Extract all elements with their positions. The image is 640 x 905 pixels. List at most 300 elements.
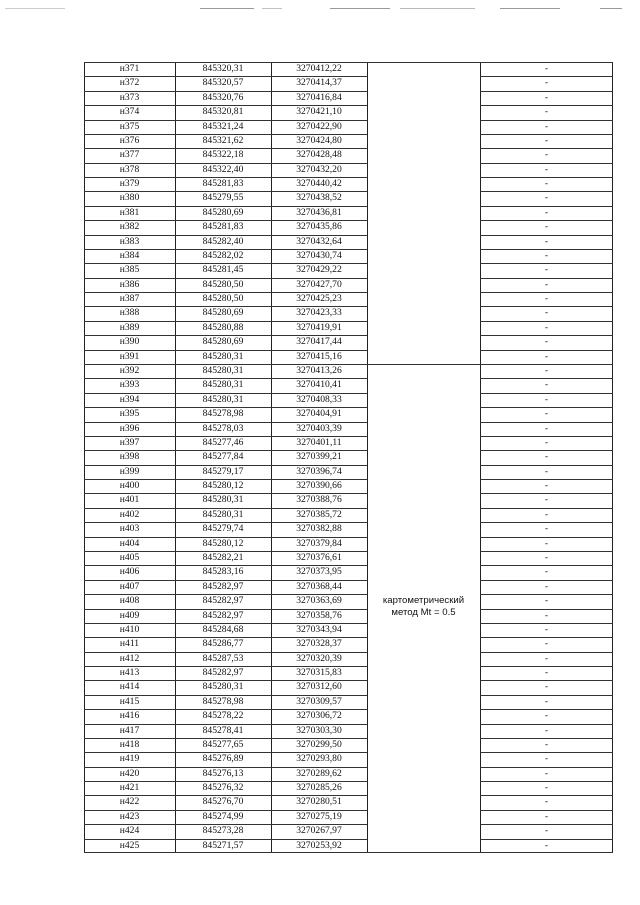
row-line [480, 292, 613, 293]
x-coordinate-cell: 845280,31 [202, 379, 244, 391]
row-line [84, 810, 367, 811]
y-coordinate-cell: 3270428,48 [296, 149, 342, 161]
table-row [84, 235, 613, 249]
point-id-cell: н420 [119, 767, 140, 779]
point-id-cell: н393 [119, 379, 140, 391]
row-line [480, 91, 613, 92]
note-cell: - [544, 77, 549, 89]
note-cell: - [544, 422, 549, 434]
y-coordinate-cell: 3270275,19 [296, 810, 342, 822]
table-row [84, 709, 613, 723]
point-id-cell: н399 [119, 465, 140, 477]
x-coordinate-cell: 845280,31 [202, 508, 244, 520]
x-coordinate-cell: 845280,31 [202, 393, 244, 405]
y-coordinate-cell: 3270412,22 [296, 63, 342, 74]
table-row [84, 62, 613, 76]
point-id-cell: н379 [119, 178, 140, 190]
x-coordinate-cell: 845277,65 [202, 738, 244, 750]
x-coordinate-cell: 845280,50 [202, 293, 244, 305]
x-coordinate-cell: 845282,97 [202, 667, 244, 679]
y-coordinate-cell: 3270438,52 [296, 192, 342, 204]
row-line [84, 508, 367, 509]
point-id-cell: н378 [119, 163, 140, 175]
y-coordinate-cell: 3270379,84 [296, 537, 342, 549]
note-cell: - [544, 638, 549, 650]
point-id-cell: н416 [119, 710, 140, 722]
point-id-cell: н373 [119, 91, 140, 103]
note-cell: - [544, 609, 549, 621]
row-line [480, 709, 613, 710]
table-row [84, 724, 613, 738]
x-coordinate-cell: 845320,76 [202, 91, 244, 103]
method-line-1: картометрический [382, 595, 465, 606]
row-line [480, 407, 613, 408]
note-cell: - [544, 523, 549, 535]
row-line [84, 537, 367, 538]
note-cell: - [544, 537, 549, 549]
note-cell: - [544, 738, 549, 750]
row-line [84, 407, 367, 408]
x-coordinate-cell: 845282,97 [202, 609, 244, 621]
row-line [84, 680, 367, 681]
y-coordinate-cell: 3270421,10 [296, 106, 342, 118]
table-row [84, 263, 613, 277]
row-line [84, 148, 367, 149]
row-line [480, 148, 613, 149]
note-cell: - [544, 63, 549, 74]
table-row [84, 220, 613, 234]
note-cell: - [544, 264, 549, 276]
point-id-cell: н374 [119, 106, 140, 118]
row-line [84, 436, 367, 437]
row-line [84, 321, 367, 322]
x-coordinate-cell: 845279,17 [202, 465, 244, 477]
point-id-cell: н409 [119, 609, 140, 621]
table-row [84, 666, 613, 680]
point-id-cell: н380 [119, 192, 140, 204]
y-coordinate-cell: 3270416,84 [296, 91, 342, 103]
x-coordinate-cell: 845277,46 [202, 436, 244, 448]
row-line [84, 206, 367, 207]
point-id-cell: н398 [119, 451, 140, 463]
x-coordinate-cell: 845280,50 [202, 278, 244, 290]
row-line [480, 465, 613, 466]
row-line [480, 378, 613, 379]
point-id-cell: н415 [119, 695, 140, 707]
table-row [84, 508, 613, 522]
row-line [84, 795, 367, 796]
x-coordinate-cell: 845321,24 [202, 120, 244, 132]
row-line [84, 594, 367, 595]
row-line [480, 522, 613, 523]
x-coordinate-cell: 845282,40 [202, 235, 244, 247]
table-row [84, 795, 613, 809]
note-cell: - [544, 551, 549, 563]
table-row [84, 695, 613, 709]
x-coordinate-cell: 845280,31 [202, 365, 244, 377]
x-coordinate-cell: 845286,77 [202, 638, 244, 650]
y-coordinate-cell: 3270408,33 [296, 393, 342, 405]
point-id-cell: н418 [119, 738, 140, 750]
y-coordinate-cell: 3270419,91 [296, 321, 342, 333]
row-line [480, 321, 613, 322]
note-cell: - [544, 408, 549, 420]
row-line [480, 810, 613, 811]
point-id-cell: н407 [119, 580, 140, 592]
point-id-cell: н382 [119, 221, 140, 233]
point-id-cell: н372 [119, 77, 140, 89]
point-id-cell: н401 [119, 494, 140, 506]
point-id-cell: н424 [119, 825, 140, 837]
note-cell: - [544, 91, 549, 103]
point-id-cell: н375 [119, 120, 140, 132]
x-coordinate-cell: 845320,31 [202, 63, 244, 74]
point-id-cell: н402 [119, 508, 140, 520]
row-line [84, 292, 367, 293]
note-cell: - [544, 221, 549, 233]
point-id-cell: н386 [119, 278, 140, 290]
row-line [480, 450, 613, 451]
table-row [84, 76, 613, 90]
point-id-cell: н405 [119, 551, 140, 563]
table-row [84, 407, 613, 421]
table-row [84, 393, 613, 407]
row-line [480, 738, 613, 739]
point-id-cell: н376 [119, 134, 140, 146]
table-row [84, 378, 613, 392]
table-row [84, 551, 613, 565]
x-coordinate-cell: 845283,16 [202, 566, 244, 578]
row-line [84, 364, 613, 365]
row-line [84, 623, 367, 624]
row-line [84, 824, 367, 825]
y-coordinate-cell: 3270309,57 [296, 695, 342, 707]
table-row [84, 105, 613, 119]
point-id-cell: н412 [119, 652, 140, 664]
y-coordinate-cell: 3270358,76 [296, 609, 342, 621]
row-line [84, 62, 613, 63]
row-line [480, 105, 613, 106]
y-coordinate-cell: 3270373,95 [296, 566, 342, 578]
point-id-cell: н395 [119, 408, 140, 420]
row-line [480, 724, 613, 725]
note-cell: - [544, 206, 549, 218]
x-coordinate-cell: 845277,84 [202, 451, 244, 463]
point-id-cell: н404 [119, 537, 140, 549]
x-coordinate-cell: 845278,98 [202, 695, 244, 707]
row-line [480, 537, 613, 538]
point-id-cell: н384 [119, 249, 140, 261]
note-cell: - [544, 695, 549, 707]
note-cell: - [544, 681, 549, 693]
note-cell: - [544, 393, 549, 405]
x-coordinate-cell: 845284,68 [202, 623, 244, 635]
x-coordinate-cell: 845280,88 [202, 321, 244, 333]
table-row [84, 206, 613, 220]
row-line [480, 839, 613, 840]
table-row [84, 623, 613, 637]
row-line [84, 465, 367, 466]
table-row [84, 738, 613, 752]
row-line [480, 767, 613, 768]
note-cell: - [544, 235, 549, 247]
note-cell: - [544, 652, 549, 664]
table-row [84, 609, 613, 623]
point-id-cell: н394 [119, 393, 140, 405]
point-id-cell: н406 [119, 566, 140, 578]
point-id-cell: н421 [119, 782, 140, 794]
note-cell: - [544, 192, 549, 204]
row-line [480, 120, 613, 121]
table-row [84, 580, 613, 594]
note-cell: - [544, 307, 549, 319]
row-line [480, 436, 613, 437]
x-coordinate-cell: 845321,62 [202, 134, 244, 146]
point-id-cell: н400 [119, 480, 140, 492]
table-row [84, 364, 613, 378]
point-id-cell: н410 [119, 623, 140, 635]
row-line [84, 335, 367, 336]
row-line [84, 378, 367, 379]
row-line [480, 220, 613, 221]
y-coordinate-cell: 3270429,22 [296, 264, 342, 276]
table-row [84, 91, 613, 105]
table-row [84, 594, 613, 608]
x-coordinate-cell: 845280,31 [202, 494, 244, 506]
row-line [84, 781, 367, 782]
row-line [84, 306, 367, 307]
y-coordinate-cell: 3270285,26 [296, 782, 342, 794]
y-coordinate-cell: 3270403,39 [296, 422, 342, 434]
note-cell: - [544, 336, 549, 348]
y-coordinate-cell: 3270293,80 [296, 753, 342, 765]
note-cell: - [544, 249, 549, 261]
row-line [480, 695, 613, 696]
y-coordinate-cell: 3270253,92 [296, 839, 342, 851]
row-line [84, 450, 367, 451]
header-line [0, 8, 640, 12]
point-id-cell: н385 [119, 264, 140, 276]
note-cell: - [544, 465, 549, 477]
table-row [84, 465, 613, 479]
y-coordinate-cell: 3270440,42 [296, 178, 342, 190]
table-row [84, 163, 613, 177]
y-coordinate-cell: 3270435,86 [296, 221, 342, 233]
note-cell: - [544, 566, 549, 578]
row-line [480, 565, 613, 566]
table-row [84, 522, 613, 536]
row-line [84, 565, 367, 566]
y-coordinate-cell: 3270401,11 [296, 436, 342, 448]
row-line [480, 422, 613, 423]
note-cell: - [544, 321, 549, 333]
y-coordinate-cell: 3270299,50 [296, 738, 342, 750]
note-cell: - [544, 825, 549, 837]
x-coordinate-cell: 845278,98 [202, 408, 244, 420]
row-line [84, 91, 367, 92]
table-row [84, 637, 613, 651]
row-line [84, 263, 367, 264]
table-row [84, 565, 613, 579]
note-cell: - [544, 753, 549, 765]
x-coordinate-cell: 845320,81 [202, 106, 244, 118]
note-cell: - [544, 278, 549, 290]
row-line [480, 551, 613, 552]
row-line [84, 695, 367, 696]
row-line [84, 422, 367, 423]
point-id-cell: н423 [119, 810, 140, 822]
row-line [84, 666, 367, 667]
point-id-cell: н414 [119, 681, 140, 693]
y-coordinate-cell: 3270423,33 [296, 307, 342, 319]
note-cell: - [544, 724, 549, 736]
point-id-cell: н397 [119, 436, 140, 448]
point-id-cell: н422 [119, 796, 140, 808]
y-coordinate-cell: 3270422,90 [296, 120, 342, 132]
row-line [84, 580, 367, 581]
table-row [84, 680, 613, 694]
row-line [480, 580, 613, 581]
row-line [480, 393, 613, 394]
note-cell: - [544, 365, 549, 377]
row-line [84, 191, 367, 192]
x-coordinate-cell: 845282,02 [202, 249, 244, 261]
note-cell: - [544, 379, 549, 391]
row-line [84, 738, 367, 739]
y-coordinate-cell: 3270363,69 [296, 595, 342, 607]
x-coordinate-cell: 845322,18 [202, 149, 244, 161]
y-coordinate-cell: 3270415,16 [296, 350, 342, 362]
point-id-cell: н381 [119, 206, 140, 218]
row-line [84, 493, 367, 494]
row-line [480, 752, 613, 753]
table-row [84, 436, 613, 450]
row-line [480, 278, 613, 279]
note-cell: - [544, 451, 549, 463]
x-coordinate-cell: 845280,31 [202, 681, 244, 693]
table-row [84, 249, 613, 263]
x-coordinate-cell: 845280,69 [202, 336, 244, 348]
row-line [480, 493, 613, 494]
x-coordinate-cell: 845280,12 [202, 480, 244, 492]
point-id-cell: н419 [119, 753, 140, 765]
row-line [480, 594, 613, 595]
row-line [84, 839, 367, 840]
note-cell: - [544, 480, 549, 492]
x-coordinate-cell: 845276,89 [202, 753, 244, 765]
note-cell: - [544, 178, 549, 190]
table-row [84, 781, 613, 795]
point-id-cell: н413 [119, 667, 140, 679]
y-coordinate-cell: 3270328,37 [296, 638, 342, 650]
y-coordinate-cell: 3270289,62 [296, 767, 342, 779]
method-line-2: метод Mt = 0.5 [391, 607, 456, 618]
y-coordinate-cell: 3270390,66 [296, 480, 342, 492]
row-line [84, 522, 367, 523]
table-row [84, 652, 613, 666]
point-id-cell: н371 [119, 63, 140, 74]
point-id-cell: н417 [119, 724, 140, 736]
table-row [84, 177, 613, 191]
row-line [84, 134, 367, 135]
point-id-cell: н425 [119, 839, 140, 851]
table-row [84, 493, 613, 507]
x-coordinate-cell: 845273,28 [202, 825, 244, 837]
note-cell: - [544, 106, 549, 118]
row-line [84, 551, 367, 552]
row-line [84, 278, 367, 279]
row-line [480, 824, 613, 825]
x-coordinate-cell: 845280,69 [202, 307, 244, 319]
note-cell: - [544, 350, 549, 362]
point-id-cell: н387 [119, 293, 140, 305]
y-coordinate-cell: 3270388,76 [296, 494, 342, 506]
table-row [84, 148, 613, 162]
x-coordinate-cell: 845278,22 [202, 710, 244, 722]
y-coordinate-cell: 3270417,44 [296, 336, 342, 348]
table-row [84, 191, 613, 205]
table-row [84, 479, 613, 493]
note-cell: - [544, 120, 549, 132]
row-line [84, 609, 367, 610]
row-line [84, 249, 367, 250]
x-coordinate-cell: 845280,12 [202, 537, 244, 549]
row-line [84, 479, 367, 480]
y-coordinate-cell: 3270320,39 [296, 652, 342, 664]
row-line [84, 767, 367, 768]
x-coordinate-cell: 845278,03 [202, 422, 244, 434]
table-row [84, 321, 613, 335]
row-line [480, 76, 613, 77]
note-cell: - [544, 149, 549, 161]
y-coordinate-cell: 3270312,60 [296, 681, 342, 693]
note-cell: - [544, 163, 549, 175]
x-coordinate-cell: 845276,13 [202, 767, 244, 779]
x-coordinate-cell: 845282,97 [202, 580, 244, 592]
row-line [84, 724, 367, 725]
note-cell: - [544, 810, 549, 822]
note-cell: - [544, 796, 549, 808]
table-row [84, 134, 613, 148]
y-coordinate-cell: 3270385,72 [296, 508, 342, 520]
row-line [480, 306, 613, 307]
y-coordinate-cell: 3270382,88 [296, 523, 342, 535]
row-line [480, 795, 613, 796]
y-coordinate-cell: 3270432,64 [296, 235, 342, 247]
table-row [84, 450, 613, 464]
row-line [84, 652, 367, 653]
row-line [480, 249, 613, 250]
table-row [84, 839, 613, 853]
y-coordinate-cell: 3270376,61 [296, 551, 342, 563]
y-coordinate-cell: 3270343,94 [296, 623, 342, 635]
point-id-cell: н408 [119, 595, 140, 607]
row-line [480, 609, 613, 610]
row-line [480, 623, 613, 624]
note-cell: - [544, 436, 549, 448]
y-coordinate-cell: 3270396,74 [296, 465, 342, 477]
table-row [84, 810, 613, 824]
point-id-cell: н377 [119, 149, 140, 161]
row-line [84, 163, 367, 164]
row-line [84, 393, 367, 394]
table-row [84, 422, 613, 436]
y-coordinate-cell: 3270404,91 [296, 408, 342, 420]
y-coordinate-cell: 3270432,20 [296, 163, 342, 175]
row-line [84, 350, 367, 351]
x-coordinate-cell: 845276,32 [202, 782, 244, 794]
coordinates-table [84, 62, 613, 853]
